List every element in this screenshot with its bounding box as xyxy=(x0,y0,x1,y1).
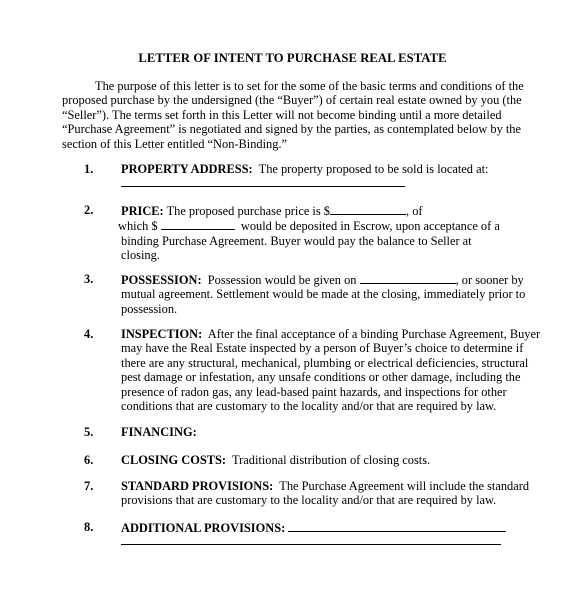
section-heading: STANDARD PROVISIONS: xyxy=(121,479,274,493)
section-number: 2. xyxy=(84,203,94,217)
section-line: provisions that are customary to the locality and/or that are required by law. xyxy=(121,493,497,508)
section-line xyxy=(121,520,531,535)
possession-date-blank[interactable] xyxy=(360,272,456,284)
section-line xyxy=(121,425,531,439)
section-number: 1. xyxy=(84,162,94,176)
section-heading: CLOSING COSTS: xyxy=(121,453,227,467)
section-line: pest damage or infestation, any unsafe conditions or other damage, including the xyxy=(121,370,521,385)
additional-provisions-blank[interactable] xyxy=(288,520,506,532)
section-body xyxy=(121,162,531,187)
section-line: STANDARD PROVISIONS: The Purchase Agreement will include the standard xyxy=(121,479,530,493)
section-line: binding Purchase Agreement. Buyer would pay the balance to Seller at xyxy=(121,233,472,248)
section-line: there are any structural, mechanical, plumbing or electrical deficiencies, structural xyxy=(121,355,529,370)
section-body xyxy=(118,203,531,263)
section-number: 5. xyxy=(84,425,94,439)
section-body xyxy=(121,479,531,508)
section-heading: PRICE: xyxy=(121,204,164,218)
intro-line: The purpose of this letter is to set for the some of the basic terms and conditions of the xyxy=(95,79,524,93)
section-number: 6. xyxy=(84,453,94,467)
section-number: 7. xyxy=(84,479,94,493)
section-number: 4. xyxy=(84,327,94,341)
section-body xyxy=(121,327,541,414)
section-heading: POSSESSION: xyxy=(121,273,202,287)
document-title: LETTER OF INTENT TO PURCHASE REAL ESTATE xyxy=(138,51,447,65)
section-line: which $ would be deposited in Escrow, upon acceptance of a xyxy=(118,219,500,234)
section-line: CLOSING COSTS: Traditional distribution of closing costs. xyxy=(121,453,431,467)
section-line: may have the Real Estate inspected by a person of Buyer’s choice to determine if xyxy=(121,341,524,356)
section-heading: ADDITIONAL PROVISIONS: xyxy=(121,521,286,535)
section-line: mutual agreement. Settlement would be made at the closing, immediately prior to xyxy=(121,287,526,302)
price-blank[interactable] xyxy=(330,203,406,215)
deposit-blank[interactable] xyxy=(161,218,235,230)
section-line: presence of radon gas, any lead-based paint hazards, and inspections for other xyxy=(121,384,507,399)
intro-line: proposed purchase by the undersigned (the “Buyer”) of certain real estate owned by you (the xyxy=(62,93,522,108)
intro-paragraph xyxy=(62,79,524,151)
section-line: closing. xyxy=(121,248,160,263)
section-body xyxy=(121,425,531,439)
section-heading: INSPECTION: xyxy=(121,327,203,341)
section-line xyxy=(121,162,531,176)
address-blank-line[interactable] xyxy=(121,186,405,187)
section-body xyxy=(121,520,531,545)
section-heading: FINANCING: xyxy=(121,425,197,439)
section-line: conditions that are customary to the locality and/or that are required by law. xyxy=(121,399,497,414)
section-body xyxy=(121,272,531,316)
section-text: The property proposed to be sold is located at: xyxy=(258,162,489,176)
section-body xyxy=(121,453,531,467)
section-line: PRICE: The proposed purchase price is $ , of xyxy=(121,204,423,218)
intro-line: “Seller”). The terms set forth in this Letter will not become binding until a more detailed xyxy=(62,107,502,122)
section-line: POSSESSION: Possession would be given on , or sooner by xyxy=(121,273,524,287)
section-number: 3. xyxy=(84,272,94,286)
additional-provisions-blank-line[interactable] xyxy=(121,544,501,545)
section-number: 8. xyxy=(84,520,94,534)
section-line: possession. xyxy=(121,301,178,316)
intro-line: section of this Letter entitled “Non-Binding.” xyxy=(62,136,288,151)
section-heading: PROPERTY ADDRESS: xyxy=(121,162,253,176)
section-line: INSPECTION: After the final acceptance of a binding Purchase Agreement, Buyer xyxy=(121,327,541,341)
intro-line: “Purchase Agreement” is negotiated and signed by the parties, as contemplated below by the xyxy=(62,122,521,137)
